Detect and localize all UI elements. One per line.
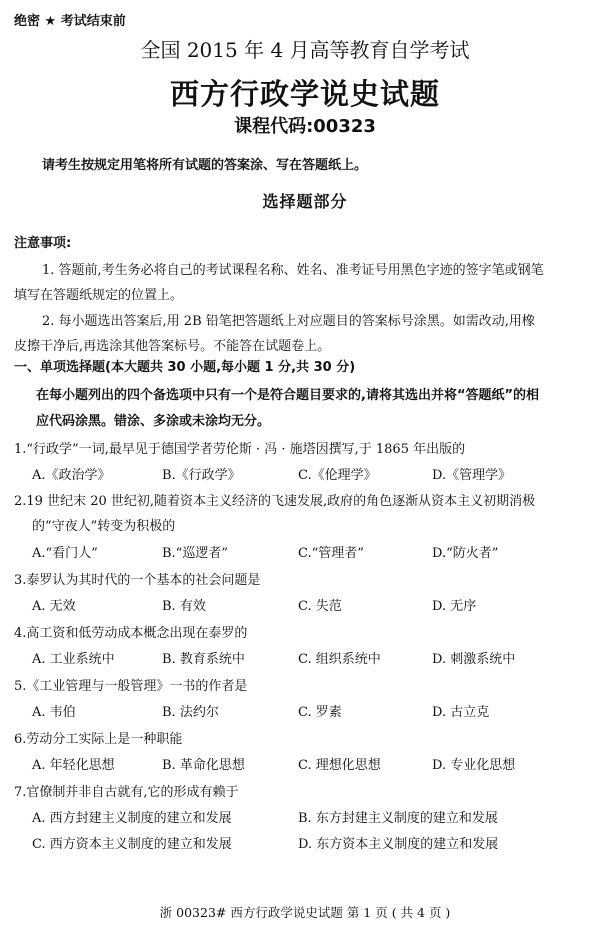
question-7-option-d: D. 东方资本主义制度的建立和发展 <box>298 837 499 852</box>
answer-instruction: 请考生按规定用笔将所有试题的答案涂、写在答题纸上。 <box>42 158 368 173</box>
question-4-option-a: A. 工业系统中 <box>32 652 115 667</box>
question-5-option-a: A. 韦伯 <box>32 705 76 720</box>
question-1-option-c: C.《伦理学》 <box>298 468 377 483</box>
question-2-stem-line1: 2.19 世纪末 20 世纪初,随着资本主义经济的飞速发展,政府的角色逐渐从资本主义初期消极 <box>14 494 536 509</box>
question-7-stem: 7.官僚制并非自古就有,它的形成有赖于 <box>14 785 239 800</box>
question-2-option-b: B.“巡逻者” <box>162 546 228 561</box>
question-4-option-d: D. 刺激系统中 <box>432 652 516 667</box>
question-7-option-c: C. 西方资本主义制度的建立和发展 <box>32 837 232 852</box>
question-3-option-d: D. 无序 <box>432 599 477 614</box>
question-3-stem: 3.泰罗认为其时代的一个基本的社会问题是 <box>14 573 261 588</box>
question-7-option-a: A. 西方封建主义制度的建立和发展 <box>32 811 232 826</box>
question-4-option-c: C. 组织系统中 <box>298 652 381 667</box>
course-code: 课程代码:00323 <box>234 116 376 137</box>
question-5-option-c: C. 罗素 <box>298 705 342 720</box>
notice-item-2-line1: 2. 每小题选出答案后,用 2B 铅笔把答题纸上对应题目的答案标号涂黑。如需改动,用橡 <box>42 314 535 329</box>
confidential-label: 绝密 ★ 考试结束前 <box>14 14 126 29</box>
question-6-option-c: C. 理想化思想 <box>298 758 381 773</box>
question-5-option-d: D. 古立克 <box>432 705 490 720</box>
part-heading: 一、单项选择题(本大题共 30 小题,每小题 1 分,共 30 分) <box>14 360 356 375</box>
question-3-option-c: C. 失范 <box>298 599 342 614</box>
question-4-option-b: B. 教育系统中 <box>162 652 245 667</box>
notice-item-1-line1: 1. 答题前,考生务必将自己的考试课程名称、姓名、准考证号用黑色字迹的签字笔或钢笔 <box>42 263 544 278</box>
page-title: 西方行政学说史试题 <box>169 77 440 111</box>
question-3-option-b: B. 有效 <box>162 599 206 614</box>
exam-session-line: 全国 2015 年 4 月高等教育自学考试 <box>140 38 470 62</box>
section-title: 选择题部分 <box>262 192 348 211</box>
notice-item-1-line2: 填写在答题纸规定的位置上。 <box>14 288 184 303</box>
question-2-option-a: A.“看门人” <box>32 546 98 561</box>
question-6-option-b: B. 革命化思想 <box>162 758 245 773</box>
question-2-option-c: C.“管理者” <box>298 546 364 561</box>
page-footer: 浙 00323# 西方行政学说史试题 第 1 页 ( 共 4 页 ) <box>159 905 451 920</box>
part-description-line2: 应代码涂黑。错涂、多涂或未涂均无分。 <box>36 414 271 429</box>
notice-item-2-line2: 皮擦干净后,再选涂其他答案标号。不能答在试题卷上。 <box>14 339 331 354</box>
question-4-stem: 4.高工资和低劳动成本概念出现在泰罗的 <box>14 626 248 641</box>
notice-title: 注意事项: <box>14 236 72 251</box>
question-1-option-a: A.《政治学》 <box>32 468 111 483</box>
question-6-option-d: D. 专业化思想 <box>432 758 516 773</box>
question-5-stem: 5.《工业管理与一般管理》一书的作者是 <box>14 679 248 694</box>
question-5-option-b: B. 法约尔 <box>162 705 219 720</box>
question-1-option-d: D.《管理学》 <box>432 468 512 483</box>
question-2-option-d: D.“防火者” <box>432 546 499 561</box>
question-7-option-b: B. 东方封建主义制度的建立和发展 <box>298 811 498 826</box>
part-description-line1: 在每小题列出的四个备选项中只有一个是符合题目要求的,请将其选出并将“答题纸”的相 <box>36 388 540 403</box>
question-3-option-a: A. 无效 <box>32 599 76 614</box>
question-1-option-b: B.《行政学》 <box>162 468 241 483</box>
question-6-stem: 6.劳动分工实际上是一种职能 <box>14 732 183 747</box>
question-6-option-a: A. 年轻化思想 <box>32 758 115 773</box>
question-2-stem-line2: 的“守夜人”转变为积极的 <box>32 519 176 534</box>
question-1-stem: 1.“行政学”一词,最早见于德国学者劳伦斯 · 冯 · 施塔因撰写,于 1865 年出版的 <box>14 442 466 457</box>
